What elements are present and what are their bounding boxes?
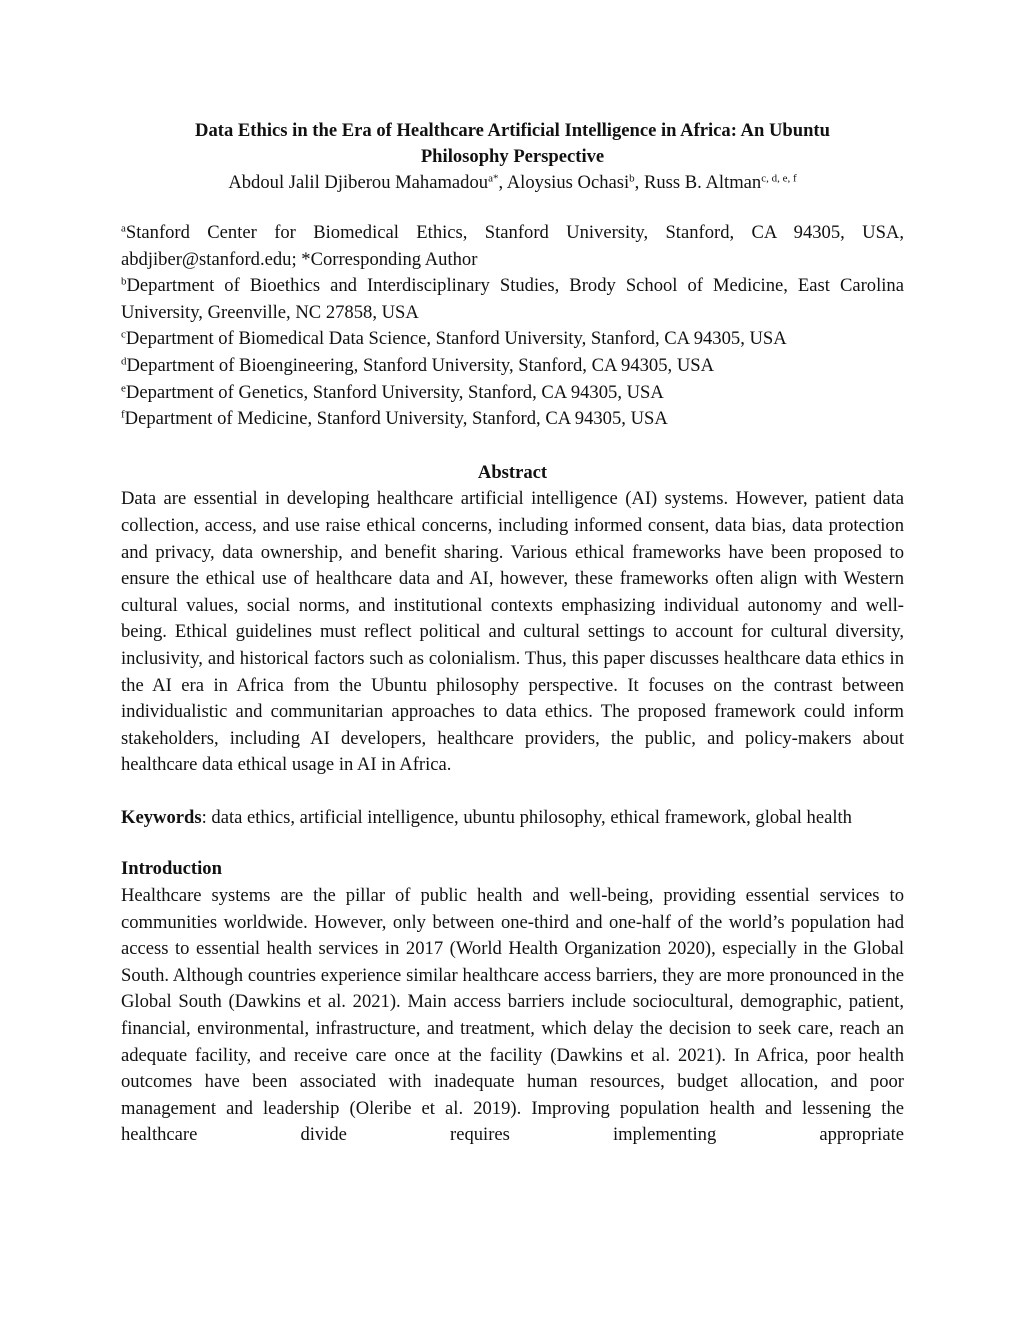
author-name: Abdoul Jalil Djiberou Mahamadou [228, 172, 489, 193]
affiliation-item [121, 353, 904, 380]
affiliation-text: Department of Bioengineering, Stanford University, Stanford, CA 94305, USA [126, 354, 715, 376]
introduction-body: Healthcare systems are the pillar of public health and well-being, providing essential services to communities worldwide. However, only between one-third and one-half of the world’s population had access to essential health services in 2017 (World Health Organization 2020), especially in the Global South. Although countries experience similar healthcare access barriers, they are more pronounced in the Global South (Dawkins et al. 2021). Main access barriers include sociocultural, demographic, patient, financial, environmental, infrastructure, and treatment, which delay the decision to seek care, reach an adequate facility, and receive care once at the facility (Dawkins et al. 2021). In Africa, poor health outcomes have been associated with inadequate human resources, budget allocation, and poor management and leadership (Oleribe et al. 2019). Improving population health and lessening the healthcare divide requires implementing appropriate [121, 885, 904, 1146]
affiliation-item [121, 326, 904, 353]
author-list [121, 170, 904, 196]
affiliation-text: Department of Medicine, Stanford University, Stanford, CA 94305, USA [124, 408, 668, 430]
author-affiliation-marker: b [629, 172, 635, 185]
abstract-heading: Abstract [477, 461, 548, 483]
affiliation-item [121, 406, 904, 433]
affiliation-list [121, 220, 904, 433]
author-affiliation-marker: c, d, e, f [761, 172, 797, 185]
affiliation-text: Department of Bioethics and Interdisciplinary Studies, Brody School of Medicine, East Carolina University, Greenville, NC 27858, USA [121, 275, 904, 323]
affiliation-marker: d [121, 355, 127, 368]
abstract-body: Data are essential in developing healthcare artificial intelligence (AI) systems. However, patient data collection, access, and use raise ethical concerns, including informed consent, data bias, data protection and privacy, data ownership, and benefit sharing. Various ethical frameworks have been proposed to ensure the ethical use of healthcare data and AI, however, these frameworks often align with Western cultural values, social norms, and institutional contexts emphasizing individual autonomy and well-being. Ethical guidelines must reflect political and cultural settings to account for cultural diversity, inclusivity, and historical factors such as colonialism. Thus, this paper discusses healthcare data ethics in the AI era in Africa from the Ubuntu philosophy perspective. It focuses on the contrast between individualistic and communitarian approaches to data ethics. The proposed framework could inform stakeholders, including AI developers, healthcare providers, the public, and policy-makers about healthcare data ethical usage in AI in Africa. [121, 488, 904, 776]
introduction-heading: Introduction [121, 858, 222, 880]
affiliation-marker: b [121, 275, 127, 288]
affiliation-marker: e [121, 381, 126, 394]
author-separator: , [498, 172, 507, 193]
author-affiliation-marker: a* [488, 172, 499, 185]
keywords-text: : data ethics, artificial intelligence, ubuntu philosophy, ethical framework, global health [201, 806, 852, 828]
affiliation-marker: a [121, 222, 126, 235]
affiliation-text: Department of Biomedical Data Science, Stanford University, Stanford, CA 94305, USA [125, 328, 787, 350]
affiliation-item [121, 273, 904, 326]
paper-page [121, 118, 904, 1149]
affiliation-marker: f [121, 408, 125, 421]
keywords-line [121, 805, 904, 832]
affiliation-item [121, 220, 904, 273]
affiliation-marker: c [121, 328, 126, 341]
paper-title: Data Ethics in the Era of Healthcare Artificial Intelligence in Africa: An Ubuntu Philosophy Perspective [195, 120, 830, 167]
affiliation-text: Stanford Center for Biomedical Ethics, Stanford University, Stanford, CA 94305, USA, abdjiber@stanford.edu; *Corresponding Author [121, 222, 904, 270]
affiliation-text: Department of Genetics, Stanford University, Stanford, CA 94305, USA [125, 381, 664, 403]
author-name: Aloysius Ochasi [506, 172, 630, 193]
author-separator: , [634, 172, 644, 193]
author-name: Russ B. Altman [643, 172, 762, 193]
keywords-label: Keywords [121, 806, 202, 828]
affiliation-item [121, 380, 904, 407]
